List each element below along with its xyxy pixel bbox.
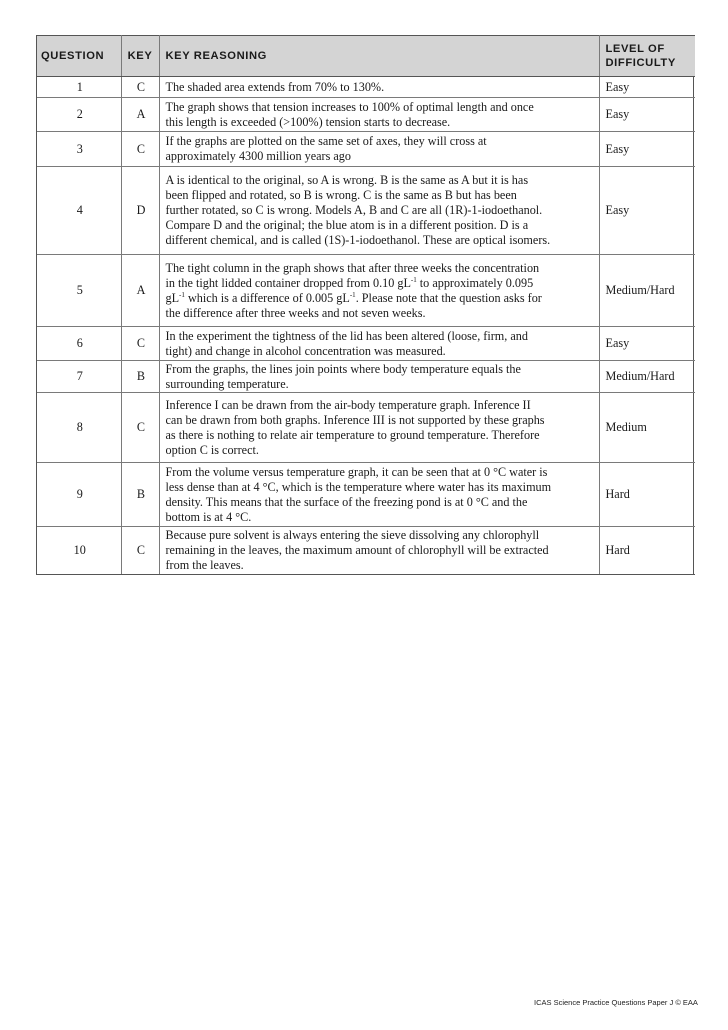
unit-exponent: -1 bbox=[349, 290, 356, 299]
reasoning-line: surrounding temperature. bbox=[165, 376, 289, 391]
answer-key: C bbox=[121, 132, 159, 167]
key-reasoning bbox=[159, 393, 599, 463]
reasoning-line: from the leaves. bbox=[165, 558, 244, 572]
header-key: KEY bbox=[121, 36, 159, 77]
question-number: 3 bbox=[37, 132, 121, 167]
reasoning-line: less dense than at 4 °C, which is the temperature where water has its maximum bbox=[165, 479, 552, 494]
reasoning-line: bottom is at 4 °C. bbox=[165, 509, 252, 524]
reasoning-line: as there is nothing to relate air temperature to ground temperature. Therefore bbox=[165, 427, 540, 442]
answer-key: C bbox=[121, 527, 159, 575]
question-number: 10 bbox=[37, 527, 121, 575]
answer-sheet bbox=[36, 35, 694, 575]
question-number: 5 bbox=[37, 255, 121, 327]
question-number: 6 bbox=[37, 327, 121, 361]
reasoning-line: further rotated, so C is wrong. Models A, B and C are all (1R)-1-iodoethanol. bbox=[165, 203, 543, 217]
header-question: QUESTION bbox=[37, 36, 121, 77]
answer-key-table bbox=[37, 35, 695, 575]
key-reasoning bbox=[159, 527, 599, 575]
answer-key: C bbox=[121, 393, 159, 463]
table-row bbox=[37, 98, 695, 132]
reasoning-line: in the tight lidded container dropped from 0.10 $gL^{-1}$ to approximately 0.095 bbox=[165, 275, 534, 290]
reasoning-line: different chemical, and is called (1S)-1-iodoethanol. These are optical isomers. bbox=[165, 233, 551, 247]
table-row bbox=[37, 361, 695, 393]
reasoning-line: In the experiment the tightness of the lid has been altered (loose, firm, and bbox=[165, 328, 528, 343]
difficulty-level: Easy bbox=[599, 327, 695, 361]
difficulty-level: Medium/Hard bbox=[599, 255, 695, 327]
reasoning-line: been flipped and rotated, so B is wrong. C is the same as B but has been bbox=[165, 188, 517, 202]
answer-key: D bbox=[121, 167, 159, 255]
header-difficulty-line-2: DIFFICULTY bbox=[605, 57, 676, 69]
reasoning-line: Inference I can be drawn from the air-body temperature graph. Inference II bbox=[165, 397, 531, 412]
difficulty-level: Hard bbox=[599, 527, 695, 575]
table-row bbox=[37, 77, 695, 98]
question-number: 9 bbox=[37, 463, 121, 527]
reasoning-line: this length is exceeded (>100%) tension starts to decrease. bbox=[165, 114, 451, 129]
unit-exponent: -1 bbox=[179, 290, 185, 299]
answer-key: B bbox=[121, 361, 159, 393]
reasoning-line: The tight column in the graph shows that after three weeks the concentration bbox=[165, 260, 540, 275]
table-frame bbox=[36, 35, 694, 575]
reasoning-line: A is identical to the original, so A is wrong. B is the same as A but it is has bbox=[165, 173, 529, 187]
reasoning-line: option C is correct. bbox=[165, 442, 259, 457]
reasoning-line: Compare D and the original; the blue atom is in a different position. D is a bbox=[165, 218, 529, 232]
reasoning-line: Because pure solvent is always entering the sieve dissolving any chlorophyll bbox=[165, 528, 540, 542]
difficulty-level: Hard bbox=[599, 463, 695, 527]
table-row bbox=[37, 255, 695, 327]
question-number: 4 bbox=[37, 167, 121, 255]
page-footer: ICAS Science Practice Questions Paper J © EAA bbox=[534, 998, 698, 1007]
table-header-row bbox=[37, 36, 695, 77]
table-row bbox=[37, 132, 695, 167]
answer-key: C bbox=[121, 327, 159, 361]
difficulty-level: Medium/Hard bbox=[599, 361, 695, 393]
reasoning-line: can be drawn from both graphs. Inference III is not supported by these graphs bbox=[165, 412, 545, 427]
key-reasoning bbox=[159, 77, 599, 98]
reasoning-line: If the graphs are plotted on the same set of axes, they will cross at bbox=[165, 134, 487, 148]
table-row bbox=[37, 393, 695, 463]
key-reasoning bbox=[159, 361, 599, 393]
difficulty-level: Medium bbox=[599, 393, 695, 463]
question-number: 8 bbox=[37, 393, 121, 463]
key-reasoning bbox=[159, 98, 599, 132]
reasoning-line: From the graphs, the lines join points where body temperature equals the bbox=[165, 361, 521, 376]
reasoning-line: The graph shows that tension increases to 100% of optimal length and once bbox=[165, 99, 534, 114]
header-level-of-difficulty bbox=[599, 36, 695, 77]
table-row bbox=[37, 327, 695, 361]
reasoning-line: tight) and change in alcohol concentration was measured. bbox=[165, 343, 446, 358]
reasoning-line: the difference after three weeks and not seven weeks. bbox=[165, 305, 426, 320]
difficulty-level: Easy bbox=[599, 132, 695, 167]
answer-key: A bbox=[121, 98, 159, 132]
question-number: 7 bbox=[37, 361, 121, 393]
reasoning-line: From the volume versus temperature graph, it can be seen that at 0 °C water is bbox=[165, 464, 548, 479]
key-reasoning bbox=[159, 327, 599, 361]
key-reasoning bbox=[159, 132, 599, 167]
question-number: 2 bbox=[37, 98, 121, 132]
table-row bbox=[37, 167, 695, 255]
key-reasoning bbox=[159, 167, 599, 255]
header-key-reasoning: KEY REASONING bbox=[159, 36, 599, 77]
difficulty-level: Easy bbox=[599, 98, 695, 132]
answer-key: C bbox=[121, 77, 159, 98]
difficulty-level: Easy bbox=[599, 77, 695, 98]
question-number: 1 bbox=[37, 77, 121, 98]
unit-exponent: -1 bbox=[410, 275, 417, 284]
table-row bbox=[37, 527, 695, 575]
key-reasoning bbox=[159, 463, 599, 527]
answer-key: A bbox=[121, 255, 159, 327]
reasoning-line: remaining in the leaves, the maximum amount of chlorophyll will be extracted bbox=[165, 543, 549, 557]
table-row bbox=[37, 463, 695, 527]
difficulty-level: Easy bbox=[599, 167, 695, 255]
header-difficulty-line-1: LEVEL OF bbox=[605, 43, 665, 55]
reasoning-line: $gL^{-1}$ which is a difference of 0.005 $gL^{-1}$. Please note that the question asks for bbox=[165, 290, 542, 305]
answer-key: B bbox=[121, 463, 159, 527]
key-reasoning bbox=[159, 255, 599, 327]
reasoning-line: approximately 4300 million years ago bbox=[165, 149, 351, 163]
reasoning-line: The shaded area extends from 70% to 130%. bbox=[165, 79, 385, 94]
reasoning-line: density. This means that the surface of the freezing pond is at 0 °C and the bbox=[165, 494, 528, 509]
